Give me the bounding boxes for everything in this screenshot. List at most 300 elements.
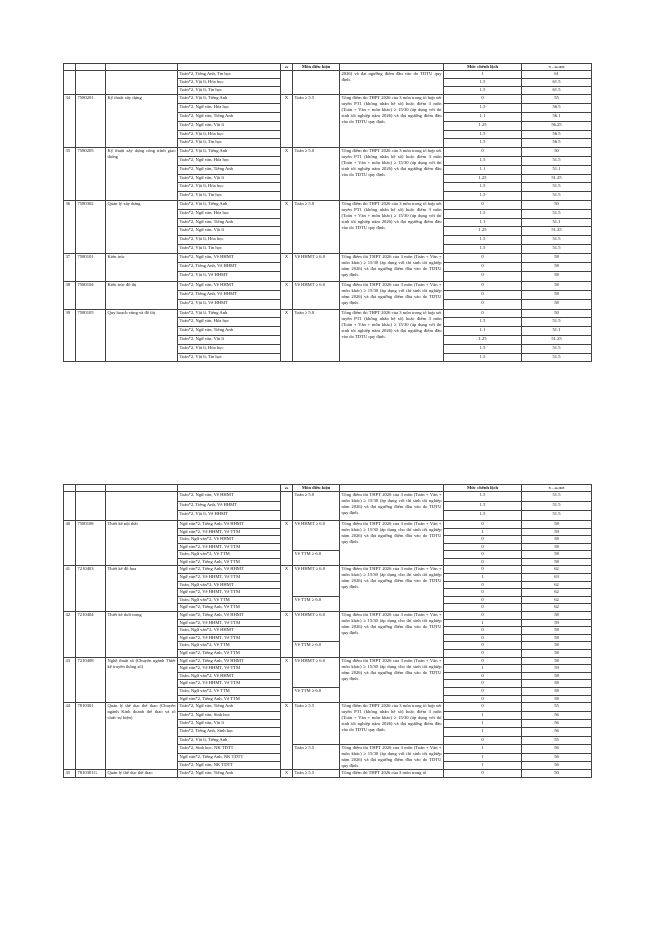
diff-cell: 0 xyxy=(444,634,522,642)
combo-cell: Toán*2, Vật lí, Hóa học xyxy=(178,183,281,192)
diff-cell: 1.1 xyxy=(444,113,522,122)
code-cell: 7810301G xyxy=(76,770,106,778)
major-cell: Quản lý thể dục thể thao (Chuyên ngành Kinh doanh thể thao và tổ chức sự kiện) xyxy=(106,703,178,770)
admission-table-1 xyxy=(63,63,592,362)
diff-cell: 1 xyxy=(444,665,522,673)
cond-cell: Vẽ HHMT ≥ 6.0 xyxy=(293,253,340,281)
score-cell: 61.5 xyxy=(522,87,592,95)
cond-cell: Toán ≥ 5.5 xyxy=(293,770,340,778)
score-cell: 51.5 xyxy=(522,492,592,502)
score-cell: 50 xyxy=(522,148,592,157)
diff-cell: 0 xyxy=(444,558,522,566)
diff-cell: 0 xyxy=(444,290,522,299)
score-cell: 58 xyxy=(522,263,592,272)
major-cell: Quản lý xây dựng xyxy=(106,200,178,253)
combo-cell: Toán*2, Tiếng Anh, Tin học xyxy=(178,71,281,79)
diff-cell: 1.1 xyxy=(444,327,522,336)
score-cell: 58 xyxy=(522,253,592,262)
score-cell: 62 xyxy=(522,566,592,574)
stt-cell: 44 xyxy=(64,703,76,770)
combo-cell: Ngữ văn*2, Tiếng Anh, Vẽ HHMT xyxy=(178,657,281,665)
diff-cell: 0 xyxy=(444,581,522,589)
combo-cell: Toán*2, Vật lí, Tin học xyxy=(178,87,281,95)
diff-cell: 1 xyxy=(444,619,522,627)
stt-cell xyxy=(64,71,76,95)
combo-cell: Toán*2, Ngữ văn, Tiếng Anh xyxy=(178,770,281,778)
diff-cell: 1 xyxy=(444,711,522,719)
score-cell: 56.5 xyxy=(522,139,592,148)
code-cell: 7580205 xyxy=(76,148,106,201)
score-cell: 51.5 xyxy=(522,209,592,218)
cond-cell: Toán ≥ 5.5 xyxy=(293,95,340,148)
combo-cell: Ngữ văn*2, Vẽ HHMT, Vẽ TTM xyxy=(178,665,281,673)
score-cell: 56 xyxy=(522,753,592,761)
combo-cell: Toán*2, Ngữ văn, Tiếng Anh xyxy=(178,327,281,336)
x-cell: X xyxy=(281,281,293,309)
note-cell: Tổng điểm thi THPT 2026 của 3 môn (Toán + Văn + môn khác) ≥ 15/30 (áp dụng với thí sinh tốt nghiệp năm 2026) và đạt ngưỡng điểm đầu vào do TDTU quy định. xyxy=(340,492,444,521)
code-cell: 7210408 xyxy=(76,657,106,703)
table-row xyxy=(64,148,592,157)
diff-cell: 1.5 xyxy=(444,501,522,511)
combo-cell: Toán, Ngữ văn*2, Vẽ TTM xyxy=(178,687,281,695)
cond-cell: Toán ≥ 5.0 xyxy=(293,309,340,362)
diff-cell: 0 xyxy=(444,672,522,680)
score-cell: 51.1 xyxy=(522,327,592,336)
stt-cell: 42 xyxy=(64,612,76,658)
note-cell: Tổng điểm thi THPT 2026 của 3 môn trong tổ hợp xét tuyển PT1 (không nhân hệ số) hoặc điểm 3 môn (Toán + Văn + môn khác) ≥ 15/30 (áp dụng với thí sinh tốt nghiệp năm 2026) và đạt ngưỡng điểm đầu vào do TDTU quy định. xyxy=(340,309,444,362)
combo-cell: Toán*2, Tiếng Anh, Vẽ HHMT xyxy=(178,263,281,272)
cond-cell: Toán ≥ 5.5 xyxy=(293,703,340,745)
code-cell xyxy=(76,71,106,95)
x-cell: X xyxy=(281,612,293,658)
diff-cell: 0 xyxy=(444,642,522,650)
combo-cell: Ngữ văn*2, Vẽ HHMT, Vẽ TTM xyxy=(178,528,281,536)
combo-cell: Ngữ văn*2, Tiếng Anh, Vẽ TTM xyxy=(178,695,281,703)
diff-cell: 0 xyxy=(444,253,522,262)
cond-cell: Toán ≥ 5.0 xyxy=(293,200,340,253)
score-cell: 56 xyxy=(522,719,592,727)
combo-cell: Toán*2, Ngữ văn, NK TDTT xyxy=(178,761,281,769)
major-cell: Thiết kế nội thất xyxy=(106,520,178,566)
combo-cell: Toán*2, Ngữ văn, Tiếng Anh xyxy=(178,165,281,174)
combo-cell: Ngữ văn*2, Vẽ HHMT, Vẽ TTM xyxy=(178,634,281,642)
diff-cell: 0 xyxy=(444,300,522,309)
note-cell: 2026) và đạt ngưỡng điểm đầu vào do TDTU quy định. xyxy=(340,71,444,95)
score-cell: 55 xyxy=(522,703,592,711)
score-cell: 51.1 xyxy=(522,165,592,174)
x-cell: X xyxy=(281,200,293,253)
score-cell: 58 xyxy=(522,290,592,299)
cond-cell: Toán ≥ 5.5 xyxy=(293,745,340,770)
score-cell: 56.25 xyxy=(522,121,592,130)
x-cell: X xyxy=(281,309,293,362)
score-cell: 56 xyxy=(522,745,592,753)
cond-cell: Vẽ TTM ≥ 6.0 xyxy=(293,551,340,566)
note-cell: Tổng điểm thi THPT 2026 của 3 môn trong tổ hợp xét tuyển PT1 (không nhân hệ số) hoặc điểm 3 môn (Toán + Văn + môn khác) ≥ 15/30 (áp dụng với thí sinh tốt nghiệp năm 2026) và đạt ngưỡng điểm đầu vào do TDTU quy định. xyxy=(340,148,444,201)
score-cell: 55 xyxy=(522,95,592,104)
header-cut: ưu xyxy=(281,485,293,492)
combo-cell: Toán*2, Ngữ văn, Sinh học xyxy=(178,711,281,719)
combo-cell: Toán*2, Vật lí, Tiếng Anh xyxy=(178,200,281,209)
combo-cell: Ngữ văn*2, Tiếng Anh, Vẽ TTM xyxy=(178,650,281,658)
combo-cell: Toán*2, Vật lí, Tiếng Anh xyxy=(178,309,281,318)
combo-cell: Toán*2, Tiếng Anh, Sinh học xyxy=(178,728,281,736)
combo-cell: Toán*2, Vật lí, Tiếng Anh xyxy=(178,736,281,744)
score-cell: 51.25 xyxy=(522,227,592,236)
combo-cell: Ngữ văn*2, Tiếng Anh, Vẽ HHMT xyxy=(178,612,281,620)
cond-cell: Toán ≥ 5.0 xyxy=(293,148,340,201)
combo-cell: Toán*2, Ngữ văn, Tiếng Anh xyxy=(178,113,281,122)
score-cell: 51.5 xyxy=(522,183,592,192)
score-cell: 59 xyxy=(522,665,592,673)
combo-cell: Toán*2, Sinh học, NK TDTT xyxy=(178,745,281,753)
combo-cell: Ngữ văn*2, Vẽ HHMT, Vẽ TTM xyxy=(178,543,281,551)
diff-cell: 1.5 xyxy=(444,130,522,139)
combo-cell: Ngữ văn*2, Tiếng Anh, NK TDTT xyxy=(178,753,281,761)
score-cell: 61.5 xyxy=(522,79,592,87)
code-cell: 7580302 xyxy=(76,200,106,253)
diff-cell: 0 xyxy=(444,596,522,604)
score-cell: 58 xyxy=(522,281,592,290)
code-cell: 7580101 xyxy=(76,253,106,281)
diff-cell: 1.25 xyxy=(444,121,522,130)
x-cell xyxy=(281,492,293,521)
table-row xyxy=(64,492,592,502)
note-cell: Tổng điểm thi THPT 2026 của 3 môn trong tổ hợp xét tuyển PT1 (không nhân hệ số) hoặc điểm 3 môn (Toán + Văn + môn khác) ≥ 15/30 (áp dụng với thí sinh tốt nghiệp năm 2026) và đạt ngưỡng điểm đầu vào do TDTU quy định. xyxy=(340,703,444,745)
cond-cell: Vẽ HHMT ≥ 6.0 xyxy=(293,281,340,309)
diff-cell: 1 xyxy=(444,719,522,727)
combo-cell: Toán*2, Vật lí, Tin học xyxy=(178,139,281,148)
diff-cell: 0 xyxy=(444,520,522,528)
score-cell: 51.5 xyxy=(522,501,592,511)
header-dieu-kien: Môn điều kiện xyxy=(293,485,340,492)
score-cell: 58 xyxy=(522,642,592,650)
stt-cell xyxy=(64,492,76,521)
diff-cell: 0 xyxy=(444,770,522,778)
code-cell: 7580201 xyxy=(76,95,106,148)
score-cell: 62 xyxy=(522,589,592,597)
table-row xyxy=(64,200,592,209)
score-cell: 58 xyxy=(522,543,592,551)
combo-cell: Toán*2, Ngữ văn, Vẽ HHMT xyxy=(178,253,281,262)
score-cell: 58 xyxy=(522,558,592,566)
table-row xyxy=(64,770,592,778)
x-cell: X xyxy=(281,703,293,770)
score-cell: 58 xyxy=(522,672,592,680)
combo-cell: Toán, Ngữ văn*2, Vẽ HHMT xyxy=(178,627,281,635)
combo-cell: Toán*2, Ngữ văn, Hóa học xyxy=(178,209,281,218)
diff-cell: 1.5 xyxy=(444,183,522,192)
diff-cell: 1.5 xyxy=(444,156,522,165)
diff-cell: 1.5 xyxy=(444,318,522,327)
cond-cell xyxy=(293,71,340,95)
code-cell: 7210404 xyxy=(76,612,106,658)
major-cell: Kỹ thuật xây dựng xyxy=(106,95,178,148)
cond-cell: Vẽ HHMT ≥ 6.0 xyxy=(293,566,340,596)
diff-cell: 1 xyxy=(444,761,522,769)
note-cell: Tổng điểm thi THPT 2026 của 3 môn (Toán + Văn + môn khác) ≥ 15/30 (áp dụng với thí sinh tốt nghiệp năm 2026) và đạt ngưỡng điểm đầu vào do TDTU quy định. xyxy=(341,745,442,769)
score-cell: 51.5 xyxy=(522,156,592,165)
x-cell: X xyxy=(281,95,293,148)
code-cell: 7580108 xyxy=(76,520,106,566)
combo-cell: Toán*2, Vật lí, Vẽ HHMT xyxy=(178,511,281,521)
score-cell: 62 xyxy=(522,581,592,589)
score-cell: 59 xyxy=(522,528,592,536)
score-cell: 58 xyxy=(522,687,592,695)
score-cell: 58 xyxy=(522,551,592,559)
diff-cell: 1.5 xyxy=(444,104,522,113)
code-cell: 7210403 xyxy=(76,566,106,612)
major-cell: Kỹ thuật xây dựng công trình giao thông xyxy=(106,148,178,201)
cond-cell: Vẽ TTM ≥ 6.0 xyxy=(293,642,340,657)
diff-cell: 1 xyxy=(444,528,522,536)
combo-cell: Toán*2, Vật lí, Tiếng Anh xyxy=(178,95,281,104)
combo-cell: Toán*2, Vật lí, Hóa học xyxy=(178,344,281,353)
header-dieu-kien: Môn điều kiện xyxy=(293,64,340,71)
combo-cell: Toán*2, Vật lí, Tiếng Anh xyxy=(178,148,281,157)
diff-cell: 0 xyxy=(444,627,522,635)
score-cell: 51.5 xyxy=(522,511,592,521)
table-row xyxy=(64,612,592,620)
diff-cell: 1 xyxy=(444,574,522,582)
diff-cell: 1.25 xyxy=(444,227,522,236)
score-cell: 58 xyxy=(522,536,592,544)
diff-cell: 1 xyxy=(444,71,522,79)
table-row xyxy=(64,566,592,574)
score-cell: 58 xyxy=(522,634,592,642)
x-cell: X xyxy=(281,520,293,566)
combo-cell: Ngữ văn*2, Vẽ HHMT, Vẽ TTM xyxy=(178,619,281,627)
score-cell: 56.5 xyxy=(522,104,592,113)
stt-cell: 35 xyxy=(64,148,76,201)
combo-cell: Toán*2, Ngữ văn, Tiếng Anh xyxy=(178,703,281,711)
diff-cell: 1 xyxy=(444,745,522,753)
diff-cell: 0 xyxy=(444,650,522,658)
major-cell: Thiết kế thời trang xyxy=(106,612,178,658)
header-chenh-lech: Mức chênh lệch xyxy=(444,485,522,492)
major-cell: Kiến trúc đô thị xyxy=(106,281,178,309)
diff-cell: 0 xyxy=(444,703,522,711)
diff-cell: 0 xyxy=(444,566,522,574)
major-cell xyxy=(106,71,178,95)
x-cell: X xyxy=(281,253,293,281)
combo-cell: Toán*2, Vật lí, Tin học xyxy=(178,244,281,253)
stt-cell: 43 xyxy=(64,657,76,703)
stt-cell: 37 xyxy=(64,253,76,281)
table-row xyxy=(64,281,592,290)
score-cell: 58 xyxy=(522,657,592,665)
score-cell: 51.5 xyxy=(522,344,592,353)
combo-cell: Toán*2, Ngữ văn, Hóa học xyxy=(178,318,281,327)
combo-cell: Ngữ văn*2, Vẽ HHMT, Vẽ TTM xyxy=(178,574,281,582)
combo-cell: Toán*2, Vật lí, Tin học xyxy=(178,192,281,201)
combo-cell: Toán*2, Ngữ văn, Vẽ HHMT xyxy=(178,492,281,502)
combo-cell: Toán*2, Vật lí, Tin học xyxy=(178,353,281,362)
code-cell xyxy=(76,492,106,521)
code-cell: 7580104 xyxy=(76,281,106,309)
diff-cell: 1.5 xyxy=(444,244,522,253)
table-row xyxy=(64,703,592,711)
note-cell: Tổng điểm thi THPT 2026 của 3 môn (Toán + Văn + môn khác) ≥ 15/30 (áp dụng cho thí sinh tốt nghiệp năm 2026) và đạt ngưỡng điểm đầu vào do TDTU quy định. xyxy=(340,566,444,612)
score-cell: 56 xyxy=(522,761,592,769)
diff-cell: 0 xyxy=(444,281,522,290)
diff-cell: 0 xyxy=(444,309,522,318)
combo-cell: Toán*2, Vật lí, Vẽ HHMT xyxy=(178,300,281,309)
score-cell: 58 xyxy=(522,300,592,309)
header-chenh-lech: Mức chênh lệch xyxy=(444,64,522,71)
score-cell: 56 xyxy=(522,728,592,736)
combo-cell: Toán, Ngữ văn*2, Vẽ TTM xyxy=(178,596,281,604)
combo-cell: Toán*2, Ngữ văn, Tiếng Anh xyxy=(178,218,281,227)
score-cell: 56.1 xyxy=(522,113,592,122)
table-row xyxy=(64,71,592,79)
diff-cell: 1.5 xyxy=(444,353,522,362)
combo-cell: Ngữ văn*2, Vẽ HHMT, Vẽ TTM xyxy=(178,589,281,597)
combo-cell: Toán, Ngữ văn*2, Vẽ TTM xyxy=(178,551,281,559)
stt-cell: 36 xyxy=(64,200,76,253)
score-cell: 51.5 xyxy=(522,244,592,253)
stt-cell: 41 xyxy=(64,566,76,612)
combo-cell: Toán*2, Ngữ văn, Hóa học xyxy=(178,104,281,113)
combo-cell: Toán, Ngữ văn*2, Vẽ TTM xyxy=(178,642,281,650)
diff-cell: 0 xyxy=(444,551,522,559)
major-cell: Nghệ thuật số (Chuyên ngành Thiết kế truyền thông số) xyxy=(106,657,178,703)
diff-cell: 0 xyxy=(444,736,522,744)
stt-cell: 39 xyxy=(64,309,76,362)
score-cell: 55 xyxy=(522,736,592,744)
note-cell: Tổng điểm thi THPT 2026 của 3 môn (Toán + Văn + môn khác) ≥ 15/30 (áp dụng cho thí sinh tốt nghiệp năm 2026) và đạt ngưỡng điểm đầu vào do TDTU quy định. xyxy=(340,520,444,566)
admission-table-2 xyxy=(63,484,592,778)
diff-cell: 1.5 xyxy=(444,209,522,218)
diff-cell: 1.1 xyxy=(444,218,522,227)
score-cell: 51.1 xyxy=(522,218,592,227)
major-cell xyxy=(106,492,178,521)
x-cell xyxy=(281,71,293,95)
score-cell: 51.25 xyxy=(522,335,592,344)
score-cell: 62 xyxy=(522,596,592,604)
combo-cell: Toán*2, Tiếng Anh, Vẽ HHMT xyxy=(178,290,281,299)
note-cell: Tổng điểm thi THPT 2026 của 3 môn (Toán + Văn + môn khác) ≥ 15/30 (áp dụng cho thí sinh tốt nghiệp năm 2026) và đạt ngưỡng điểm đầu vào do TDTU quy định. xyxy=(340,612,444,658)
score-cell: 63 xyxy=(522,574,592,582)
score-cell: 51.5 xyxy=(522,192,592,201)
table-row xyxy=(64,95,592,104)
x-cell: X xyxy=(281,770,293,778)
combo-cell: Toán*2, Ngữ văn, Vật lí xyxy=(178,174,281,183)
combo-cell: Toán*2, Ngữ văn, Vật lí xyxy=(178,335,281,344)
combo-cell: Toán, Ngữ văn*2, Vẽ HHMT xyxy=(178,536,281,544)
combo-cell: Toán*2, Vật lí, Hóa học xyxy=(178,130,281,139)
score-cell: 50 xyxy=(522,200,592,209)
note-cell: Tổng điểm thi THPT 2026 của 3 môn (Toán + Văn + môn khác) ≥ 15/30 (áp dụng với thí sinh tốt nghiệp năm 2026) và đạt ngưỡng điểm đầu vào do TDTU quy định. xyxy=(340,253,444,281)
table-header xyxy=(64,64,592,71)
diff-cell: 0 xyxy=(444,680,522,688)
code-cell: 7580105 xyxy=(76,309,106,362)
score-cell: 51.5 xyxy=(522,236,592,245)
stt-cell: 34 xyxy=(64,95,76,148)
score-cell: 62 xyxy=(522,604,592,612)
cond-cell: Vẽ TTM ≥ 6.0 xyxy=(293,596,340,611)
diff-cell: 1.5 xyxy=(444,87,522,95)
combo-cell: Toán*2, Ngữ văn, Vật lí xyxy=(178,719,281,727)
combo-cell: Toán*2, Ngữ văn, Hóa học xyxy=(178,156,281,165)
diff-cell: 0 xyxy=(444,695,522,703)
diff-cell: 0 xyxy=(444,687,522,695)
score-cell: 58 xyxy=(522,612,592,620)
cond-cell: Vẽ HHMT ≥ 6.0 xyxy=(293,612,340,642)
table-row xyxy=(64,253,592,262)
diff-cell: 1.5 xyxy=(444,79,522,87)
score-cell: 51.5 xyxy=(522,318,592,327)
header-cut: N ... ển 2025 xyxy=(522,64,592,71)
combo-cell: Toán*2, Ngữ văn, Vật lí xyxy=(178,121,281,130)
combo-cell: Toán*2, Vật lí, Vẽ HHMT xyxy=(178,272,281,281)
diff-cell: 1.5 xyxy=(444,492,522,502)
diff-cell: 1.1 xyxy=(444,165,522,174)
table-row xyxy=(64,309,592,318)
diff-cell: 1.5 xyxy=(444,192,522,201)
diff-cell: 0 xyxy=(444,604,522,612)
table-row xyxy=(64,520,592,528)
diff-cell: 0 xyxy=(444,543,522,551)
combo-cell: Toán*2, Tiếng Anh, Vẽ HHMT xyxy=(178,501,281,511)
combo-cell: Ngữ văn*2, Tiếng Anh, Vẽ TTM xyxy=(178,604,281,612)
diff-cell: 0 xyxy=(444,272,522,281)
note-cell: Tổng điểm thi THPT 2026 của 3 môn trong tổ hợp xét tuyển PT1 (không nhân hệ số) hoặc điểm 3 môn (Toán + Văn + môn khác) ≥ 15/30 (áp dụng với thí sinh tốt nghiệp năm 2026) và đạt ngưỡng điểm đầu vào do TDTU quy định. xyxy=(340,95,444,148)
diff-cell: 0 xyxy=(444,200,522,209)
diff-cell: 1.25 xyxy=(444,174,522,183)
note-cell: Tổng điểm thi THPT 2026 của 3 môn (Toán + Văn + môn khác) ≥ 15/30 (áp dụng với thí sinh tốt nghiệp năm 2026) và đạt ngưỡng điểm đầu vào do TDTU quy định. xyxy=(340,281,444,309)
score-cell: 58 xyxy=(522,680,592,688)
score-cell: 56 xyxy=(522,711,592,719)
stt-cell: 38 xyxy=(64,281,76,309)
diff-cell: 0 xyxy=(444,95,522,104)
combo-cell: Toán*2, Vật lí, Hóa học xyxy=(178,79,281,87)
combo-cell: Toán*2, Ngữ văn, Vật lí xyxy=(178,227,281,236)
score-cell: 58 xyxy=(522,627,592,635)
diff-cell: 0 xyxy=(444,589,522,597)
stt-cell: 45 xyxy=(64,770,76,778)
x-cell: X xyxy=(281,657,293,703)
major-cell: Quy hoạch vùng và đô thị xyxy=(106,309,178,362)
diff-cell: 1 xyxy=(444,728,522,736)
score-cell: 61 xyxy=(522,71,592,79)
x-cell: X xyxy=(281,566,293,612)
cond-cell: Toán ≥ 5.0 xyxy=(293,492,340,521)
combo-cell: Ngữ văn*2, Vẽ HHMT, Vẽ TTM xyxy=(178,680,281,688)
combo-cell: Ngữ văn*2, Tiếng Anh, Vẽ TTM xyxy=(178,558,281,566)
score-cell: 50 xyxy=(522,770,592,778)
diff-cell: 0 xyxy=(444,612,522,620)
table-header xyxy=(64,485,592,492)
diff-cell: 0 xyxy=(444,148,522,157)
cond-cell: Vẽ HHMT ≥ 6.0 xyxy=(293,657,340,687)
diff-cell: 1.5 xyxy=(444,344,522,353)
stt-cell: 40 xyxy=(64,520,76,566)
score-cell: 58 xyxy=(522,272,592,281)
code-cell: 7810301 xyxy=(76,703,106,770)
score-cell: 58 xyxy=(522,650,592,658)
combo-cell: Ngữ văn*2, Tiếng Anh, Vẽ HHMT xyxy=(178,520,281,528)
combo-cell: Toán, Ngữ văn*2, Vẽ HHMT xyxy=(178,581,281,589)
score-cell: 56.5 xyxy=(522,130,592,139)
cond-cell: Vẽ TTM ≥ 6.0 xyxy=(293,687,340,702)
x-cell: X xyxy=(281,148,293,201)
header-cut: N ... ển 2025 xyxy=(522,485,592,492)
diff-cell: 0 xyxy=(444,536,522,544)
diff-cell: 0 xyxy=(444,657,522,665)
major-cell: Quản lý thể dục thể thao xyxy=(106,770,178,778)
cond-cell: Vẽ HHMT ≥ 6.0 xyxy=(293,520,340,550)
